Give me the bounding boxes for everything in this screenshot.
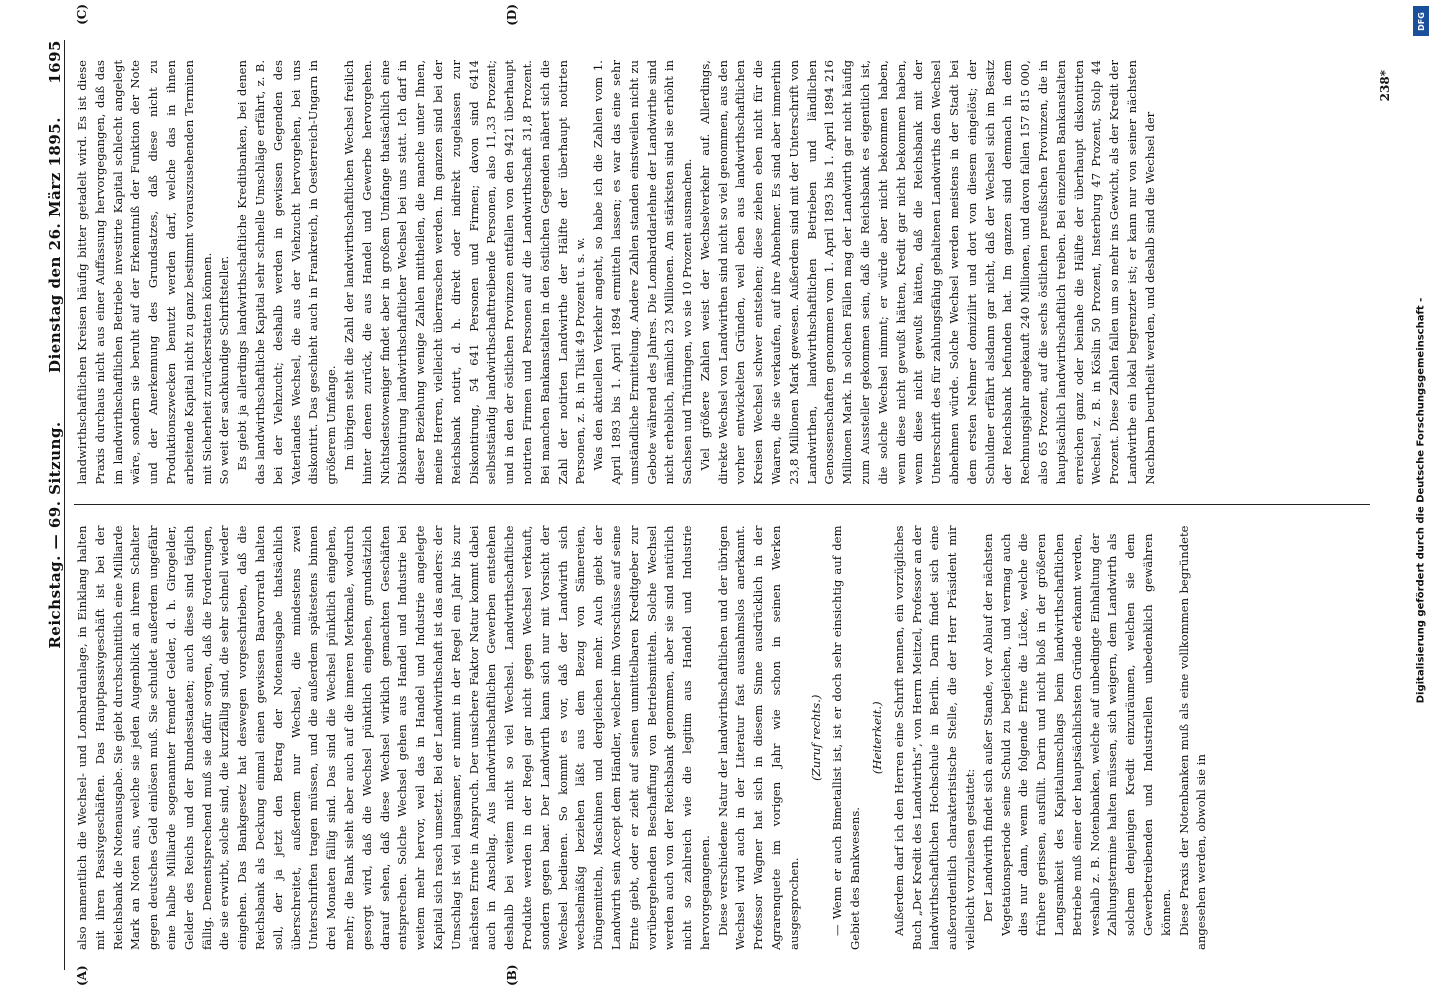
interjection: (Heiterkeit.) xyxy=(870,701,885,775)
paragraph: Was den aktuellen Verkehr angeht, so habe ich die Zahlen vom 1. April 1893 bis 1. April 1894 ermitteln lassen; es war das eine sehr umständliche Ermittelung. Andere Zahlen standen einstweilen nicht zu Gebote während des Jahres. Die Lombarddarlehne der Landwirthe sind nicht erheblich, nämlich 23 Millionen. Am stärksten sind sie erhöht in Sachsen und Thüringen, wo sie 10 Prozent ausmachen. xyxy=(591,60,695,485)
text-columns xyxy=(74,4,1370,986)
paragraph: So weit der sachkundige Schriftsteller. xyxy=(217,255,232,485)
paragraph: Diese verschiedene Natur der landwirthschaftlichen und der übrigen Wechsel wird auch in der Literatur fast ausnahmslos anerkannt. Professor Wagner hat sich in diesem Sinne ausdrücklich in der Agrarenquete im vorigen Jahr wie schon in seinen Werken ausgesprochen. xyxy=(715,525,801,950)
left-column xyxy=(74,506,1370,986)
margin-mark-c: (C) xyxy=(75,4,89,25)
paragraph: Im übrigen steht die Zahl der landwirthschaftlichen Wechsel freilich hinter denen zurück, die aus Handel und Gewerbe hervorgehen. Nichtsdestoweniger findet aber in großem Umfange thatsächlich eine Diskontirung landwirthschaftlicher Wechsel bei uns statt. Ich darf in dieser Beziehung wenige Zahlen mittheilen, die manche unter Ihnen, meine Herren, vielleicht überraschen werden. Im ganzen sind bei der Reichsbank notirt, d. h. direkt oder indirekt zugelassen zur Diskontirung, 54 641 Personen und Firmen; davon sind 6414 selbstständig landwirthschafttreibende Personen, also 11,33 Prozent; und in den der östlichen Provinzen entfallen von den 9421 überhaupt notirten Firmen und Personen auf die Landwirthschaft 31,8 Prozent. Bei manchen Bankanstalten in den östlichen Gegenden nähert sich die Zahl der notirten Landwirthe der Hälfte der überhaupt notirten Personen, z. B. in Tilsit 49 Prozent u. s. w. xyxy=(341,60,588,485)
paragraph: also namentlich die Wechsel- und Lombardanlage, in Einklang halten mit ihren Passivgeschäften. Das Hauptpassivgeschäft ist bei der Reichsbank die Notenausgabe. Sie giebt durchschnittlich eine Milliarde Mark an Noten aus, welche sie jeden Augenblick an ihrem Schalter gegen deutsches Geld einlösen muß. Sie schuldet außerdem ungefähr eine halbe Milliarde sogenannter fremder Gelder, d. h. Girogelder, Gelder des Reichs und der Bundesstaaten; auch diese sind täglich fällig. Dementsprechend muß sie dafür sorgen, daß die Forderungen, die sie erwirbt, solche sind, die kurzfällig sind, die sehr schnell wieder eingehen. Das Bankgesetz hat deswegen vorgeschrieben, daß die Reichsbank als Deckung einmal einen gewissen Baarvorrath halten soll, der ja jetzt den Betrag der Notenausgabe thatsächlich überschreitet, außerdem nur Wechsel, die mindestens zwei Unterschriften tragen müssen, und die außerdem spätestens binnen drei Monaten fällig sind. Das sind die Wechsel pünktlich eingehen, mehr; die Bank sieht aber auch auf die inneren Merkmale, wodurch gesorgt wird, daß die Wechsel pünktlich eingehen, grundsätzlich darauf sehen, daß diese Wechsel wirklich gemachten Geschäften entsprechen. Solche Wechsel gehen aus Handel und Industrie bei weitem mehr hervor, weil das in Handel und Industrie angelegte Kapital sich rasch umsetzt. Bei der Landwirthschaft ist das anders: der Umschlag ist viel langsamer, er nimmt in der Regel ein Jahr bis zur nächsten Ernte in Anspruch. Der unsichere Faktor Natur kommt dabei auch in Anschlag. Aus landwirthschaftlichen Gewerben entstehen deshalb bei weitem nicht so viel Wechsel. Landwirthschaftliche Produkte werden in der Regel gar nicht gegen Wechsel verkauft, sondern gegen baar. Der Landwirth kann sich nur mit Vorsicht der Wechsel bedienen. So kommt es vor, daß der Landwirth sich wechselmäßig beziehen läßt aus dem Bezug von Sämereien, Düngemitteln, Maschinen und dergleichen mehr. Auch giebt der Landwirth sein Accept dem Händler, welcher ihm Vorschüsse auf seine Ernte giebt, oder er zieht auf seinen unmittelbaren Kreditgeber zur vorübergehenden Beschaffung von Betriebsmitteln. Solche Wechsel werden auch von der Reichsbank genommen, aber sie sind natürlich nicht so zahlreich wie die legitim aus Handel und Industrie hervorgegangenen. xyxy=(75,525,712,950)
margin-mark-a: (A) xyxy=(75,965,89,986)
margin-mark-b: (B) xyxy=(505,964,519,986)
header-left-title: Reichstag. — 69. Sitzung. xyxy=(46,421,64,649)
page-number: 1695 xyxy=(46,40,64,84)
right-column xyxy=(74,4,1370,506)
paragraph: landwirthschaftlichen Kreisen häufig bitter getadelt wird. Es ist diese Praxis durchaus nicht aus einer Auffassung hervorgegangen, daß das im landwirthschaftlichen Betriebe investirte Kapital schlecht angelegt wäre, sondern sie beruht auf der Erkenntniß der Funktion der Note und der Anerkennung des Grundsatzes, daß diese nicht zu Produktionszwecken benutzt werden darf, welche das in ihnen arbeitende Kapital nicht zu ganz bestimmt vorauszusehenden Terminen mit Sicherheit zurückerstatten können. xyxy=(75,60,214,485)
header-right-title: Dienstag den 26. März 1895. xyxy=(46,117,64,373)
paragraph: Außerdem darf ich den Herren eine Schrift nennen, ein vorzügliches Buch „Der Kredit des Landwirths“, von Herrn Meitzel, Professor an der landwirthschaftlichen Hochschule in Berlin. Darin findet sich eine außerordentlich charakteristische Stelle, die der Herr Präsident mir vielleicht vorzulesen gestattet: xyxy=(891,525,978,950)
document-page xyxy=(8,0,1406,1000)
paragraph: — Wenn er auch Bimetallist ist, ist er doch sehr einsichtig auf dem Gebiet des Bankwesens. xyxy=(830,525,863,950)
quotation: Der Landwirth findet sich außer Stande, vor Ablauf der nächsten Vegetationsperiode seine Schuld zu begleichen, und vermag auch dies nur dann, wenn die folgende Ernte die Lücke, welche die frühere gerissen, ausfüllt. Darin und nicht bloß in der größeren Langsamkeit des Kapitalumschlags beim landwirthschaftlichen Betriebe muß einer der hauptsächlichsten Gründe erkannt werden, weshalb z. B. Notenbanken, welche auf unbedingte Einhaltung der Zahlungstermine halten müssen, sich weigern, dem Landwirth als solchem denjenigen Kredit einzuräumen, welchen sie dem Gewerbetreibenden und Industriellen unbedenklich gewähren können. xyxy=(980,533,1173,936)
margin-mark-d: (D) xyxy=(505,4,519,26)
paragraph: Viel größere Zahlen weist der Wechselverkehr auf. Allerdings, direkte Wechsel von Landwirthen sind nicht so viel genommen, aus den vorher entwickelten Gründen, weil eben aus landwirthschaftlichen Kreisen Wechsel schwer entstehen; diese ziehen eben nicht für die Waaren, die sie verkaufen, auf ihre Abnehmer. Es sind aber immerhin 23,8 Millionen Mark gewesen. Außerdem sind mit der Unterschrift von Landwirthen, landwirthschaftlichen Betrieben und ländlichen Genossenschaften genommen vom 1. April 1893 bis 1. April 1894 216 Millionen Mark. In solchen Fällen mag der Landwirth gar nicht häufig zum Aussteller gekommen sein, daß die Reichsbank es eigentlich ist, die solche Wechsel nimmt; er würde aber nicht bekommen haben, wenn diese nicht gewußt hätten, Kredit gar nicht bekommen haben, wenn diese nicht gewußt hätten, daß die Reichsbank mit der Unterschrift des für zahlungsfähig gehaltenen Landwirths den Wechsel abnehmen würde. Solche Wechsel werden meistens in der Stadt bei dem ersten Nehmer domizilirt und dort von diesem eingelöst; der Schuldner erfährt alsdann gar nicht, daß der Wechsel sich im Besitz der Reichsbank befunden hat. Im ganzen sind demnach in dem Rechnungsjahr angekauft 240 Millionen, und davon fallen 157 815 000, also 65 Prozent, auf die sechs östlichen preußischen Provinzen, die in hauptsächlich landwirthschaftlich treiben. Bei einzelnen Bankanstalten erreichen ganz oder beinahe die Hälfte der überhaupt diskontirten Wechsel, z. B. in Köslin 50 Prozent, Insterburg 47 Prozent, Stolp 44 Prozent. Diese Zahlen fallen um so mehr ins Gewicht, als der Kredit der Landwirthe ein lokal begrenzter ist; er kann nur von seiner nächsten Nachbarn beurtheilt werden, und deshalb sind die Wechsel der xyxy=(697,60,1157,485)
credit-text: Digitalisierung gefördert durch die Deutsche Forschungsgemeinschaft - xyxy=(1415,297,1427,703)
paragraph: Es giebt ja allerdings landwirthschaftliche Kreditbanken, bei denen das landwirthschaftliche Kapital sehr schnelle Umschläge erfährt, z. B. bei der Viehzucht; deshalb werden in gewissen Gegenden des Vaterlandes Wechsel, die aus der Viehzucht hervorgehen, bei uns diskontirt. Das geschieht auch in Frankreich, in Oesterreich-Ungarn in größerem Umfange. xyxy=(235,60,339,485)
dfg-logo xyxy=(1413,6,1429,36)
dfg-logo-text: DFG xyxy=(1416,11,1426,31)
interjection: (Zuruf rechts.) xyxy=(808,694,823,781)
signature-mark: 238* xyxy=(1378,70,1392,102)
paragraph: Diese Praxis der Notenbanken muß als eine vollkommen begründete angesehen werden, obwohl sie in xyxy=(1176,525,1209,950)
digitization-credit xyxy=(1410,2,1432,998)
running-header xyxy=(32,40,65,970)
